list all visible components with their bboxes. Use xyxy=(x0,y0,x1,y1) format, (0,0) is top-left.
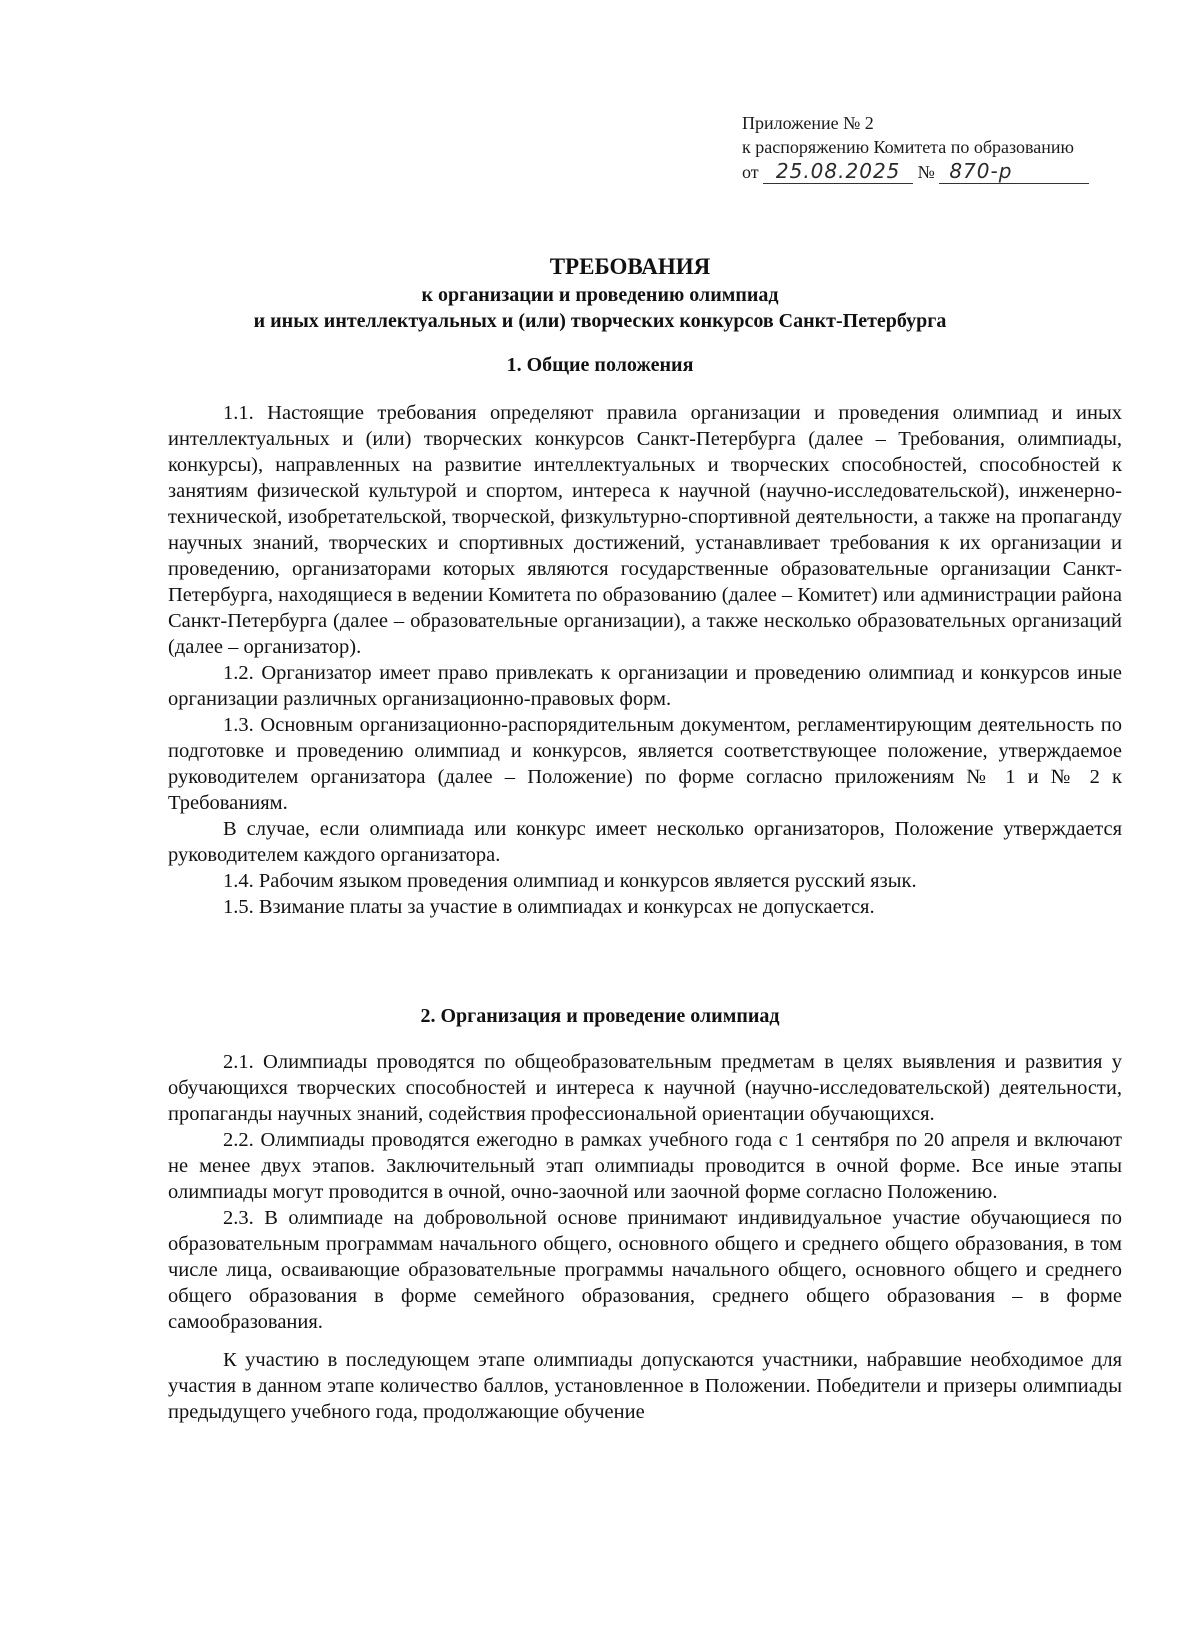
section1-heading: 1. Общие положения xyxy=(506,354,694,376)
paragraph-1-2: 1.2. Организатор имеет право привлекать к организации и проведению олимпиад и конкурсов иные организации различных организационно-правовых форм. xyxy=(168,662,1122,710)
paragraph-1-4: 1.4. Рабочим языком проведения олимпиад и конкурсов является русский язык. xyxy=(223,870,917,892)
number-label: № xyxy=(917,162,935,182)
paragraph-2-3: 2.3. В олимпиаде на добровольной основе принимают индивидуальное участие обучающиеся по образовательным программам начального общего, основного общего и среднего общего образования, в том числе лица, осваивающие образовательные программы начального общего, основного общего и среднего общего образования в форме семейного образования, среднего общего образования – в форме самообразования. xyxy=(168,1207,1122,1333)
attachment-number: Приложение № 2 xyxy=(742,113,874,133)
from-label: от xyxy=(742,162,759,182)
attachment-block xyxy=(742,111,1089,184)
paragraph-1-5: 1.5. Взимание платы за участие в олимпиадах и конкурсах не допускается. xyxy=(223,896,875,918)
handwritten-number: 870-р xyxy=(939,159,1089,184)
paragraph-2-2: 2.2. Олимпиады проводятся ежегодно в рамках учебного года с 1 сентября по 20 апреля и включают не менее двух этапов. Заключительный этап олимпиады проводится в очной форме. Все иные этапы олимпиады могут проводится в очной, очно-заочной или заочной форме согласно Положению. xyxy=(168,1129,1122,1203)
paragraph-1-3-note: В случае, если олимпиада или конкурс имеет несколько организаторов, Положение утверждается руководителем каждого организатора. xyxy=(168,818,1122,866)
section1-body xyxy=(168,400,1122,920)
paragraph-1-1: 1.1. Настоящие требования определяют правила организации и проведения олимпиад и иных интеллектуальных и (или) творческих конкурсов Санкт-Петербурга (далее – Требования, олимпиады, конкурсы), направленных на развитие интеллектуальных и творческих способностей, способностей к занятиям физической культурой и спортом, интереса к научной (научно-исследовательской), инженерно-технической, изобретательской, творческой, физкультурно-спортивной деятельности, а также на пропаганду научных знаний, творческих и спортивных достижений, устанавливает требования к их организации и проведению, организаторами которых являются государственные образовательные организации Санкт-Петербурга, находящиеся в ведении Комитета по образованию (далее – Комитет) или администрации района Санкт-Петербурга (далее – образовательные организации), а также несколько образовательных организаций (далее – организатор). xyxy=(168,402,1122,658)
document-title-block xyxy=(0,252,1200,334)
attachment-order-reference: к распоряжению Комитета по образованию xyxy=(742,137,1075,157)
paragraph-2-3-continuation: К участию в последующем этапе олимпиады допускаются участники, набравшие необходимое для участия в данном этапе количество баллов, установленное в Положении. Победители и призеры олимпиады предыдущего учебного года, продолжающие обучение xyxy=(168,1349,1122,1423)
paragraph-1-3: 1.3. Основным организационно-распорядительным документом, регламентирующим деятельность по подготовке и проведению олимпиад и конкурсов, является соответствующее положение, утверждаемое руководителем организатора (далее – Положение) по форме согласно приложениям № 1 и № 2 к Требованиям. xyxy=(168,714,1122,814)
section2-heading: 2. Организация и проведение олимпиад xyxy=(420,1005,780,1027)
section2-body xyxy=(168,1049,1122,1425)
handwritten-date: 25.08.2025 xyxy=(763,159,913,184)
document-title: ТРЕБОВАНИЯ xyxy=(549,254,711,279)
attachment-date-number-line xyxy=(742,159,1089,184)
document-subtitle-line1: к организации и проведению олимпиад xyxy=(421,284,779,306)
paragraph-2-1: 2.1. Олимпиады проводятся по общеобразовательным предметам в целях выявления и развития у обучающихся творческих способностей и интереса к научной (научно-исследовательской) деятельности, пропаганды научных знаний, содействия профессиональной ориентации обучающихся. xyxy=(168,1051,1122,1125)
document-subtitle-line2: и иных интеллектуальных и (или) творческих конкурсов Санкт-Петербурга xyxy=(253,310,947,332)
